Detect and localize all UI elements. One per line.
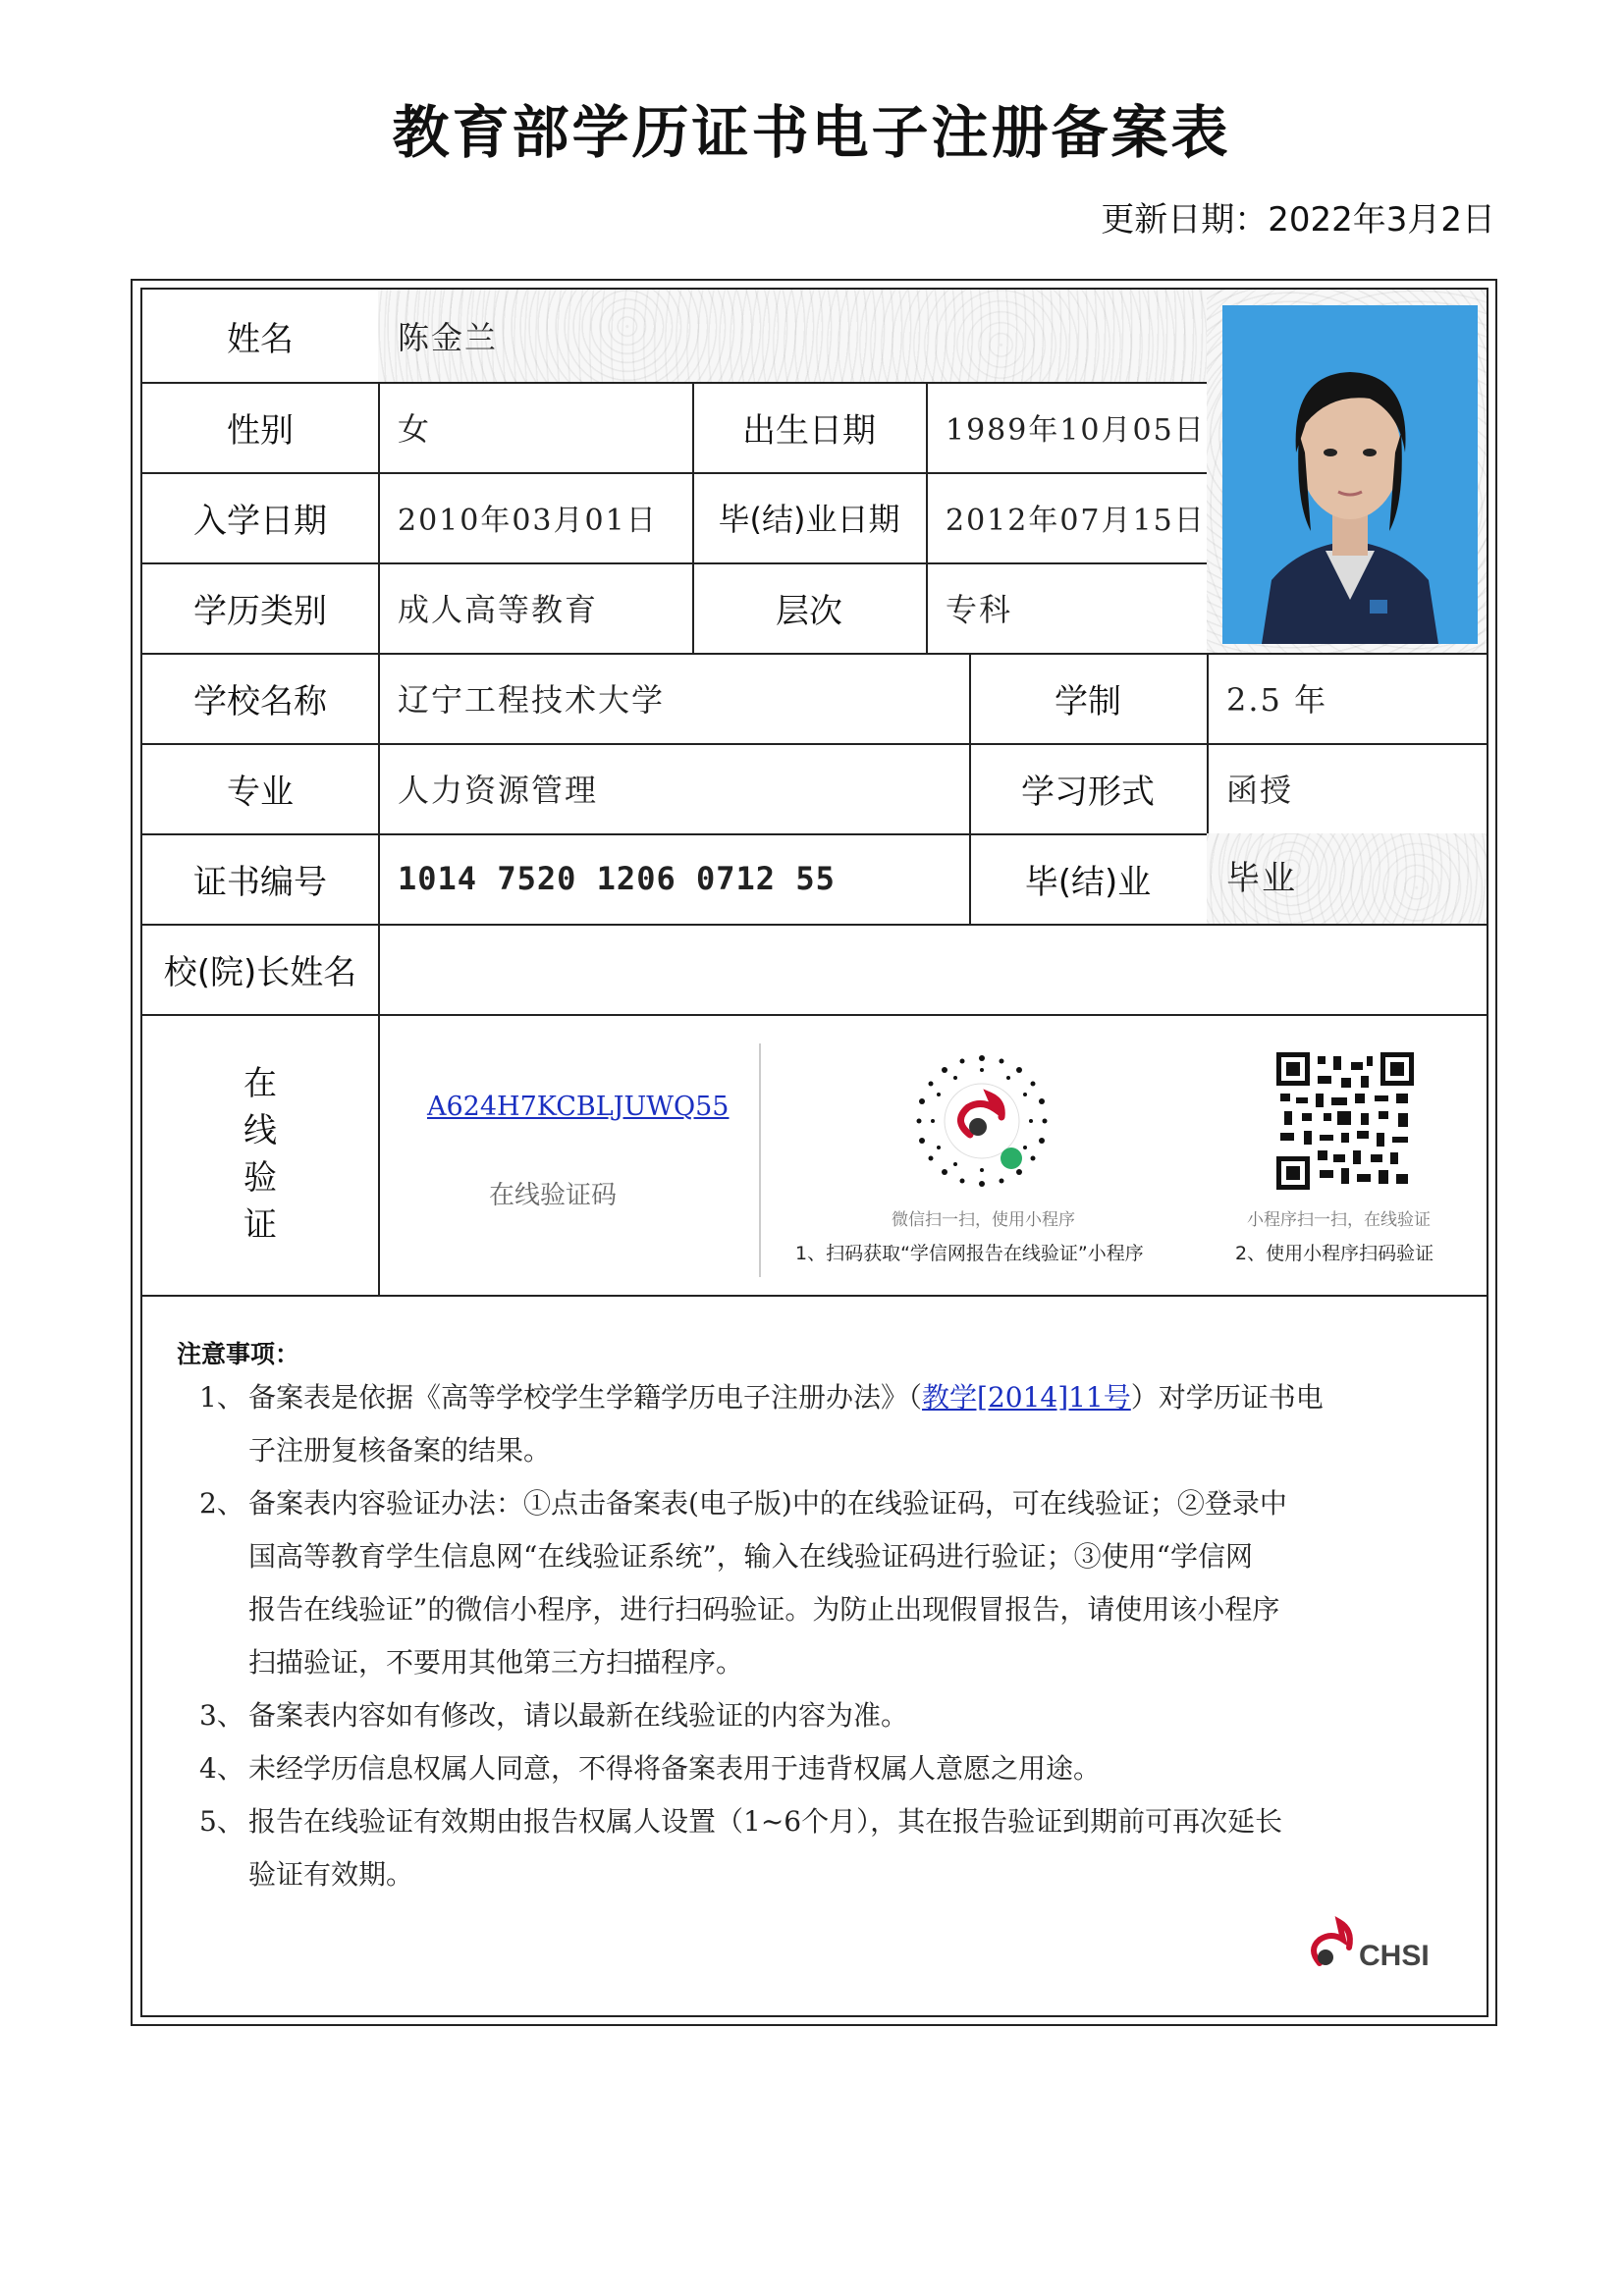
verify-char: 证 [243, 1205, 277, 1245]
note-item-3: 3、 备案表内容如有修改，请以最新在线验证的内容为准。 [199, 1699, 909, 1732]
label-name: 姓名 [142, 290, 380, 384]
label-enroll-date: 入学日期 [142, 472, 380, 564]
verify-code-label: 在线验证码 [489, 1181, 618, 1210]
label-graduate-date: 毕(结)业日期 [692, 472, 928, 564]
label-birth-date: 出生日期 [692, 382, 928, 474]
label-gender: 性别 [142, 382, 380, 474]
verify-char: 线 [243, 1111, 277, 1150]
value-president [378, 924, 1487, 1016]
label-verify [142, 1014, 380, 1297]
mini-caption: 微信扫一扫，使用小程序 [892, 1210, 1075, 1230]
label-grad-status: 毕(结)业 [969, 833, 1209, 926]
value-cert-no: 1014 7520 1206 0712 55 [378, 833, 971, 926]
label-president: 校(院)长姓名 [142, 924, 380, 1016]
qr-code-icon[interactable] [1276, 1052, 1414, 1190]
note-item-2: 2、 备案表内容验证办法：①点击备案表(电子版)中的在线验证码，可在线验证；②登录中 国高等教育学生信息网“在线验证系统”，输入在线验证码进行验证；③使用“学信网 报告在线验证”的微信小程序，进行扫码验证。为防止出现假冒报告，请使用该小程序 扫描验证，不要用其他第三方扫描程序。 [199, 1487, 1287, 1679]
qr-caption: 小程序扫一扫，在线验证 [1247, 1210, 1431, 1230]
label-major: 专业 [142, 743, 380, 835]
value-gender: 女 [378, 382, 694, 474]
qr-instruction: 2、使用小程序扫码验证 [1235, 1243, 1434, 1264]
value-duration: 2.5 年 [1207, 653, 1487, 745]
value-school: 辽宁工程技术大学 [378, 653, 971, 745]
update-date: 更新日期：2022年3月2日 [1101, 200, 1495, 240]
label-cert-no: 证书编号 [142, 833, 380, 926]
regulation-link[interactable]: 教学[2014]11号 [922, 1381, 1131, 1414]
mini-program-code-icon[interactable] [913, 1052, 1051, 1190]
notes-title: 注意事项： [177, 1340, 300, 1368]
student-photo [1222, 305, 1478, 644]
note-item-1: 1、 备案表是依据《高等学校学生学籍学历电子注册办法》（教学[2014]11号）对学历证书电 子注册复核备案的结果。 [199, 1381, 1324, 1467]
label-school: 学校名称 [142, 653, 380, 745]
value-graduate-date: 2012年07月15日 [926, 472, 1209, 564]
verify-char: 验 [243, 1158, 277, 1198]
note-item-4: 4、 未经学历信息权属人同意，不得将备案表用于违背权属人意愿之用途。 [199, 1752, 1102, 1785]
label-study-form: 学习形式 [969, 743, 1209, 835]
value-enroll-date: 2010年03月01日 [378, 472, 694, 564]
label-level: 层次 [692, 562, 928, 655]
verify-char: 在 [243, 1064, 277, 1103]
chsi-logo [1306, 1914, 1443, 1983]
value-study-form: 函授 [1207, 743, 1487, 835]
mini-instruction: 1、扫码获取“学信网报告在线验证”小程序 [795, 1243, 1144, 1264]
value-level: 专科 [926, 562, 1209, 655]
value-birth-date: 1989年10月05日 [926, 382, 1209, 474]
value-name: 陈金兰 [378, 290, 1209, 384]
label-duration: 学制 [969, 653, 1209, 745]
note-item-5: 5、 报告在线验证有效期由报告权属人设置（1~6个月），其在报告验证到期前可再次延长 验证有效期。 [199, 1805, 1283, 1891]
page-title: 教育部学历证书电子注册备案表 [392, 99, 1231, 166]
value-grad-status: 毕业 [1207, 833, 1487, 926]
label-edu-type: 学历类别 [142, 562, 380, 655]
verify-divider [759, 1043, 761, 1277]
online-verify-code-link[interactable]: A624H7KCBLJUWQ55 [427, 1092, 730, 1122]
value-edu-type: 成人高等教育 [378, 562, 694, 655]
chsi-logo-text: CHSI [1359, 1940, 1430, 1972]
value-major: 人力资源管理 [378, 743, 971, 835]
